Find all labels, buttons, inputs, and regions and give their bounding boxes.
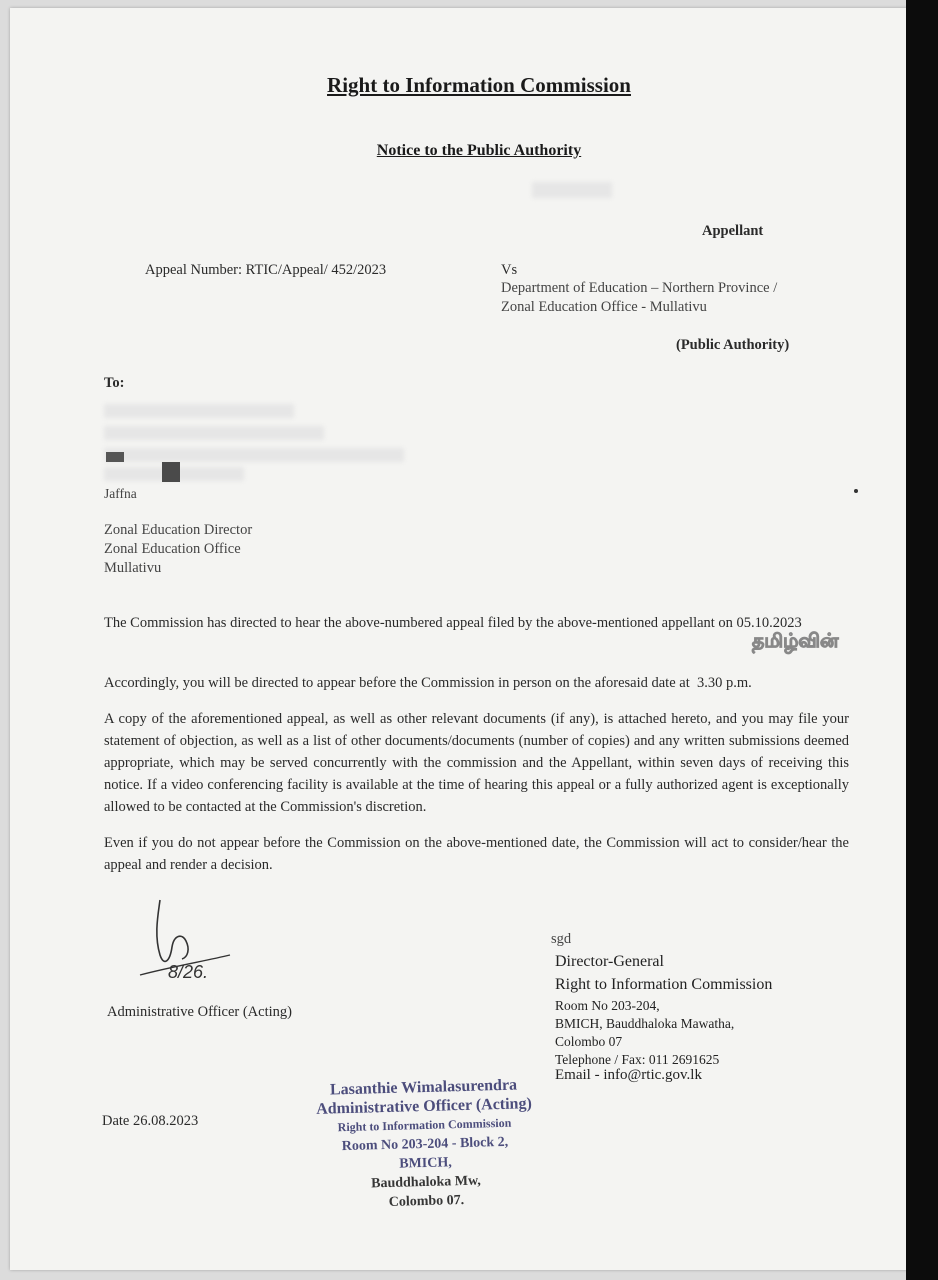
appellant-label: Appellant [702,223,764,239]
respondent-line-1: Department of Education – Northern Province / [501,280,778,296]
stamp-org: Right to Information Commission [337,1115,512,1135]
addressee-2-line: Zonal Education Director [104,522,253,538]
scan-edge [906,0,938,1280]
redaction-mark [106,452,124,462]
addressee-2 [104,521,252,578]
document-subtitle: Notice to the Public Authority [376,142,582,159]
commission-address [555,997,734,1069]
date-value: 26.08.2023 [133,1113,199,1129]
paragraph-documents: A copy of the aforementioned appeal, as well as other relevant documents (if any), is attached hereto, and you may file your statement of objection, as well as a list of other documents/documents (number of copies) and any written submissions deemed appropriate, which may be served concurrently with the commission and the Appellant, within seven days of receiving this notice. If a video conferencing facility is available at the time of hearing this appeal or a fully authorized agent is exceptionally allowed to be contacted at the Commission's discretion. [104,711,849,815]
stamp-street: Bauddhaloka Mw, [370,1173,482,1192]
addressee-2-line: Zonal Education Office [104,541,241,557]
versus-label: Vs [501,262,518,278]
public-authority-label: (Public Authority) [676,337,790,353]
redacted-address-line [104,426,324,440]
document-title: Right to Information Commission [327,73,631,97]
appear-text: Accordingly, you will be directed to appear before the Commission in person on the aforesaid date at [104,675,690,691]
redacted-address-line [104,404,294,418]
signature-date-note: 8/26. [168,962,209,982]
redacted-address-line [104,448,404,462]
to-label: To: [104,375,125,391]
address-line: Colombo 07 [555,1034,623,1049]
signed-label: sgd [551,931,572,947]
date-line [102,1110,198,1132]
redaction-mark [162,462,180,482]
commission-name: Right to Information Commission [555,976,773,993]
addressee-city: Jaffna [104,486,137,501]
address-line: BMICH, Bauddhaloka Mawatha, [555,1016,735,1031]
address-line: Room No 203-204, [555,998,660,1013]
addressee-2-line: Mullativu [104,560,162,576]
official-stamp [288,1074,561,1214]
respondent-line-2: Zonal Education Office - Mullativu [501,299,707,315]
hearing-time: 3.30 p.m. [696,675,752,691]
stamp-room: Room No 203-204 - Block 2, [341,1134,509,1155]
paragraph-decision: Even if you do not appear before the Commission on the above-mentioned date, the Commission will act to consider/hear the appeal and render a decision. [104,835,849,873]
stamp-place: BMICH, [399,1155,452,1172]
email-line: Email - info@rtic.gov.lk [555,1067,702,1083]
handwritten-signature [130,895,240,1000]
phone-line: Telephone / Fax: 011 2691625 [555,1052,720,1067]
stamp-name: Lasanthie Wimalasurendra [329,1076,518,1099]
watermark-logo: தமிழ்வின் [752,630,839,652]
signatory-role: Administrative Officer (Acting) [107,1004,292,1020]
stamp-city: Colombo 07. [388,1192,465,1210]
date-label: Date [102,1113,130,1129]
redacted-appellant-name [532,182,612,198]
appeal-number: Appeal Number: RTIC/Appeal/ 452/2023 [145,262,387,278]
paragraph-appear [104,672,864,694]
paragraph-hearing: The Commission has directed to hear the above-numbered appeal filed by the above-mentioned appellant on 05.10.2023 [104,615,802,631]
stamp-role: Administrative Officer (Acting) [315,1095,533,1118]
director-general-title: Director-General [555,953,664,970]
scan-speck [854,489,858,493]
